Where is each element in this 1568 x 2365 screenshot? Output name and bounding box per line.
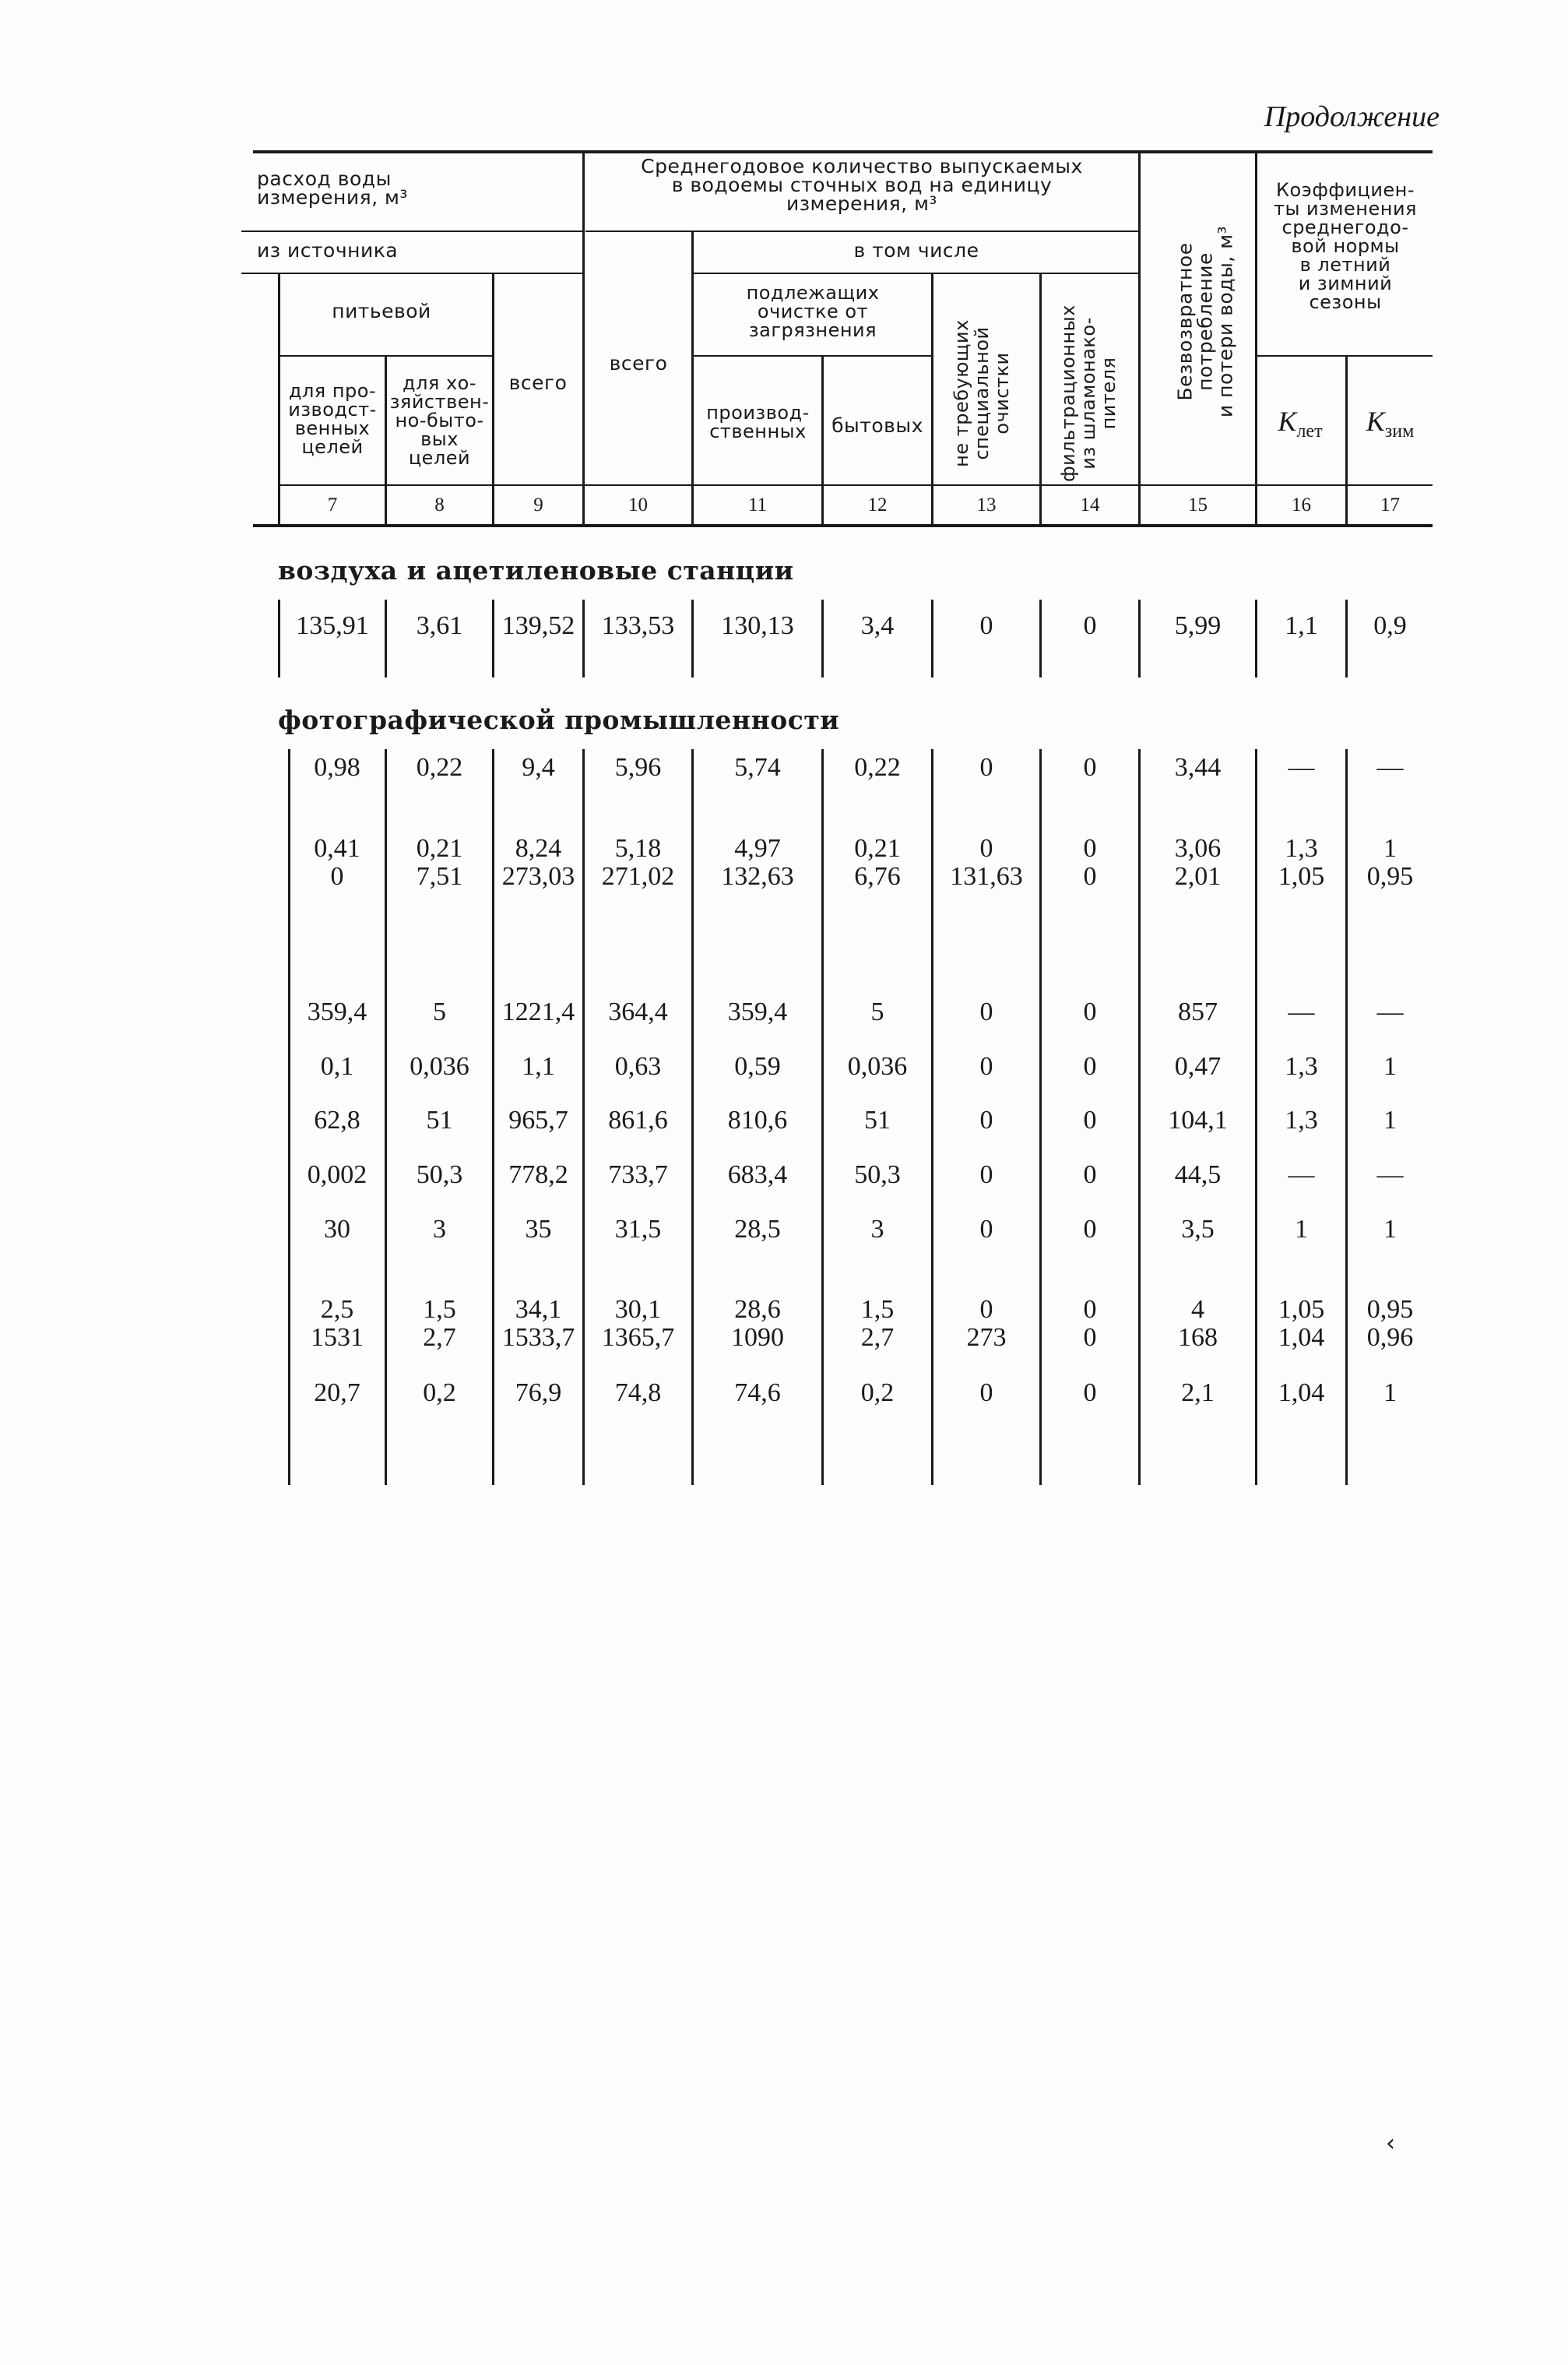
table-cell: 0,22 [854,753,901,782]
table-cell: 44,5 [1174,1160,1222,1189]
table-cell: 5,99 [1174,611,1222,640]
table-cell: 0 [1083,1160,1097,1189]
table-cell: 0,21 [854,834,901,863]
header-col7: для про- изводст- венных целей [288,380,377,458]
table-cell: 0,96 [1366,1323,1414,1352]
header-vline-9-10 [582,150,585,487]
table-cell: 810,6 [727,1106,788,1135]
table-cell: 0,2 [860,1378,895,1407]
column-number: 9 [533,494,543,516]
column-number: 12 [867,494,888,516]
table-cell: — [1376,753,1404,782]
header-vline-13-14 [1039,274,1042,487]
table-cell: 1090 [731,1323,784,1352]
table-cell: 0 [1083,862,1097,891]
table-cell: 9,4 [522,753,555,782]
table-cell: 0 [1083,1052,1097,1081]
column-number: 10 [628,494,648,516]
header-col15: Безвозвратное потребление и потери воды, м³ [1173,225,1237,418]
table-cell: 8,24 [515,834,562,863]
table-cell: — [1288,753,1315,782]
table-cell: 30 [324,1215,350,1244]
table-cell: 2,01 [1174,862,1222,891]
table-cell: 1,04 [1278,1323,1325,1352]
table-cell: 273 [966,1323,1007,1352]
table-cell: 1,5 [423,1295,456,1324]
table-cell: 1 [1383,1052,1397,1081]
table-cell: 0 [1083,1323,1097,1352]
table-cell: 3,44 [1174,753,1222,782]
table-cell: 0,036 [410,1052,469,1081]
table-cell: 0,95 [1366,1295,1414,1324]
table-cell: 857 [1178,998,1218,1026]
table-cell: 0,59 [734,1052,781,1081]
column-number: 16 [1292,494,1311,516]
table-cell: 34,1 [515,1295,562,1324]
table-cell: 0 [1083,611,1097,640]
table-cell: 5 [433,998,446,1026]
table-cell: 271,02 [601,862,675,891]
table-cell: 0,41 [314,834,360,863]
table-cell: 5,74 [734,753,781,782]
table-cell: 74,8 [614,1378,662,1407]
table-cell: 0,63 [614,1052,662,1081]
header-discharge-group: Среднегодовое количество выпускаемых в водоемы сточных вод на единицу измерения, м³ [641,155,1083,215]
header-vline-12-13 [931,274,933,487]
table-cell: 0 [979,1215,993,1244]
header-drinking: питьевой [332,300,431,322]
table-cell: 1533,7 [501,1323,575,1352]
header-rule-1b [585,231,1138,232]
column-number: 17 [1380,494,1400,516]
table-cell: 0 [979,1052,993,1081]
table-cell: 0 [979,753,993,782]
header-col8: для хо- зяйствен- но-быто- вых целей [389,372,490,469]
column-number: 14 [1080,494,1100,516]
header-k-zim: $K_{зим}$ [1366,406,1415,442]
continuation-label: Продолжение [1264,100,1440,133]
table-cell: 1 [1383,1215,1397,1244]
table-cell: 0,9 [1373,611,1407,640]
header-col10: всего [609,352,668,375]
table-cell: 1,05 [1278,1295,1325,1324]
table-cell: 3,06 [1174,834,1222,863]
header-source: из источника [257,239,399,262]
table-cell: 364,4 [608,998,668,1026]
header-rule-2 [241,273,582,274]
section-title: фотографической промышленности [278,705,840,735]
header-col14: фильтрационных из шламонако- пителя [1057,304,1120,482]
header-k-let: $K_{лет}$ [1278,406,1323,442]
table-cell: 30,1 [614,1295,662,1324]
table-cell: 1,1 [522,1052,555,1081]
table-cell: 0 [979,1378,993,1407]
table-cell: 0 [979,611,993,640]
table-cell: 139,52 [501,611,575,640]
table-cell: 130,13 [721,611,794,640]
table-cell: 0 [1083,998,1097,1026]
table-cell: 104,1 [1168,1106,1228,1135]
table-cell: 3 [870,1215,884,1244]
table-cell: 28,6 [734,1295,781,1324]
table-cell: 50,3 [854,1160,901,1189]
header-col12: бытовых [831,414,923,437]
header-rule-coef [1255,355,1433,357]
table-cell: 0,47 [1174,1052,1222,1081]
table-cell: 0,036 [847,1052,908,1081]
header-rule-1 [241,231,582,232]
table-cell: 62,8 [314,1106,360,1135]
table-cell: 1 [1383,1106,1397,1135]
table-cell: 0 [979,1160,993,1189]
header-col9: всего [508,371,568,394]
table-cell: 1,5 [860,1295,895,1324]
column-number: 11 [747,494,768,516]
header-vline-10-11 [691,232,694,487]
table-cell: 1,05 [1278,862,1325,891]
table-cell: 5,18 [614,834,662,863]
table-cell: 168 [1178,1323,1218,1352]
stray-mark: ‹ [1386,2130,1395,2157]
table-cell: 0,95 [1366,862,1414,891]
table-cell: 733,7 [608,1160,668,1189]
header-to-be-treated: подлежащих очистке от загрязнения [746,282,880,341]
table-cell: 0 [1083,1378,1097,1407]
table-cell: 51 [864,1106,891,1135]
table-cell: 76,9 [515,1378,562,1407]
table-cell: 2,7 [423,1323,456,1352]
table-cell: 50,3 [416,1160,463,1189]
table-cell: — [1288,998,1315,1026]
header-including: в том числе [853,239,979,262]
column-number: 8 [434,494,445,516]
table-cell: 1,04 [1278,1378,1325,1407]
table-cell: 1221,4 [501,998,575,1026]
table-cell: 273,03 [501,862,575,891]
table-cell: 133,53 [601,611,675,640]
table-cell: 0 [1083,753,1097,782]
header-rule-2b [693,273,1138,274]
header-vline-14-15 [1138,150,1141,487]
header-col13: не требующих специальной очистки [951,319,1013,467]
table-cell: 131,63 [950,862,1023,891]
table-cell: 3,5 [1181,1215,1215,1244]
table-cell: 0 [1083,1295,1097,1324]
header-bottom-rule [278,484,1433,486]
table-cell: 0,002 [307,1160,367,1189]
header-coef-group: Коэффициен- ты изменения среднегодо- вой нормы в летний и зимний сезоны [1274,179,1417,313]
table-cell: 861,6 [608,1106,668,1135]
table-cell: 0 [979,998,993,1026]
table-cell: 683,4 [727,1160,788,1189]
table-cell: 35 [525,1215,552,1244]
header-col11: производ- ственных [706,402,810,442]
table-cell: 6,76 [854,862,901,891]
table-cell: 0,1 [320,1052,354,1081]
table-cell: — [1288,1160,1315,1189]
table-cell: 0 [1083,834,1097,863]
table-cell: 1,3 [1285,1106,1318,1135]
header-water-use: расход воды измерения, м³ [257,167,408,209]
table-cell: 1,3 [1285,1052,1318,1081]
table-cell: 2,5 [320,1295,354,1324]
table-cell: 0 [979,834,993,863]
table-cell: 0 [330,862,344,891]
table-cell: 0 [979,1295,993,1324]
table-cell: 965,7 [508,1106,568,1135]
table-cell: 0,98 [314,753,360,782]
table-cell: 1365,7 [601,1323,675,1352]
table-cell: — [1376,998,1404,1026]
column-number: 13 [976,494,997,516]
header-rule-3b [693,355,933,357]
table-cell: 4,97 [734,834,781,863]
table-cell: 5,96 [614,753,662,782]
table-cell: 1531 [311,1323,364,1352]
table-cell: — [1376,1160,1404,1189]
table-cell: 3 [433,1215,446,1244]
table-cell: 4 [1191,1295,1204,1324]
section-title: воздуха и ацетиленовые станции [278,555,794,586]
table-cell: 0,2 [423,1378,456,1407]
table-cell: 359,4 [307,998,367,1026]
table-cell: 5 [870,998,884,1026]
table-cell: 7,51 [416,862,463,891]
table-cell: 2,7 [860,1323,895,1352]
table-cell: 0,22 [416,753,463,782]
table-cell: 359,4 [727,998,788,1026]
table-cell: 778,2 [508,1160,568,1189]
table-cell: 28,5 [734,1215,781,1244]
table-cell: 0 [979,1106,993,1135]
table-cell: 2,1 [1181,1378,1215,1407]
table-cell: 1 [1295,1215,1308,1244]
table-cell: 3,61 [416,611,463,640]
column-number: 15 [1188,494,1208,516]
table-cell: 1,1 [1285,611,1318,640]
table-cell: 1 [1383,834,1397,863]
table-cell: 132,63 [721,862,794,891]
table-cell: 0 [1083,1215,1097,1244]
table-cell: 3,4 [860,611,895,640]
table-cell: 0,21 [416,834,463,863]
header-vline-8-9 [492,274,494,487]
table-cell: 51 [426,1106,453,1135]
column-number: 7 [327,494,338,516]
table-cell: 135,91 [296,611,369,640]
table-cell: 74,6 [734,1378,781,1407]
table-cell: 1 [1383,1378,1397,1407]
table-cell: 31,5 [614,1215,662,1244]
table-cell: 1,3 [1285,834,1318,863]
table-cell: 20,7 [314,1378,360,1407]
table-cell: 0 [1083,1106,1097,1135]
